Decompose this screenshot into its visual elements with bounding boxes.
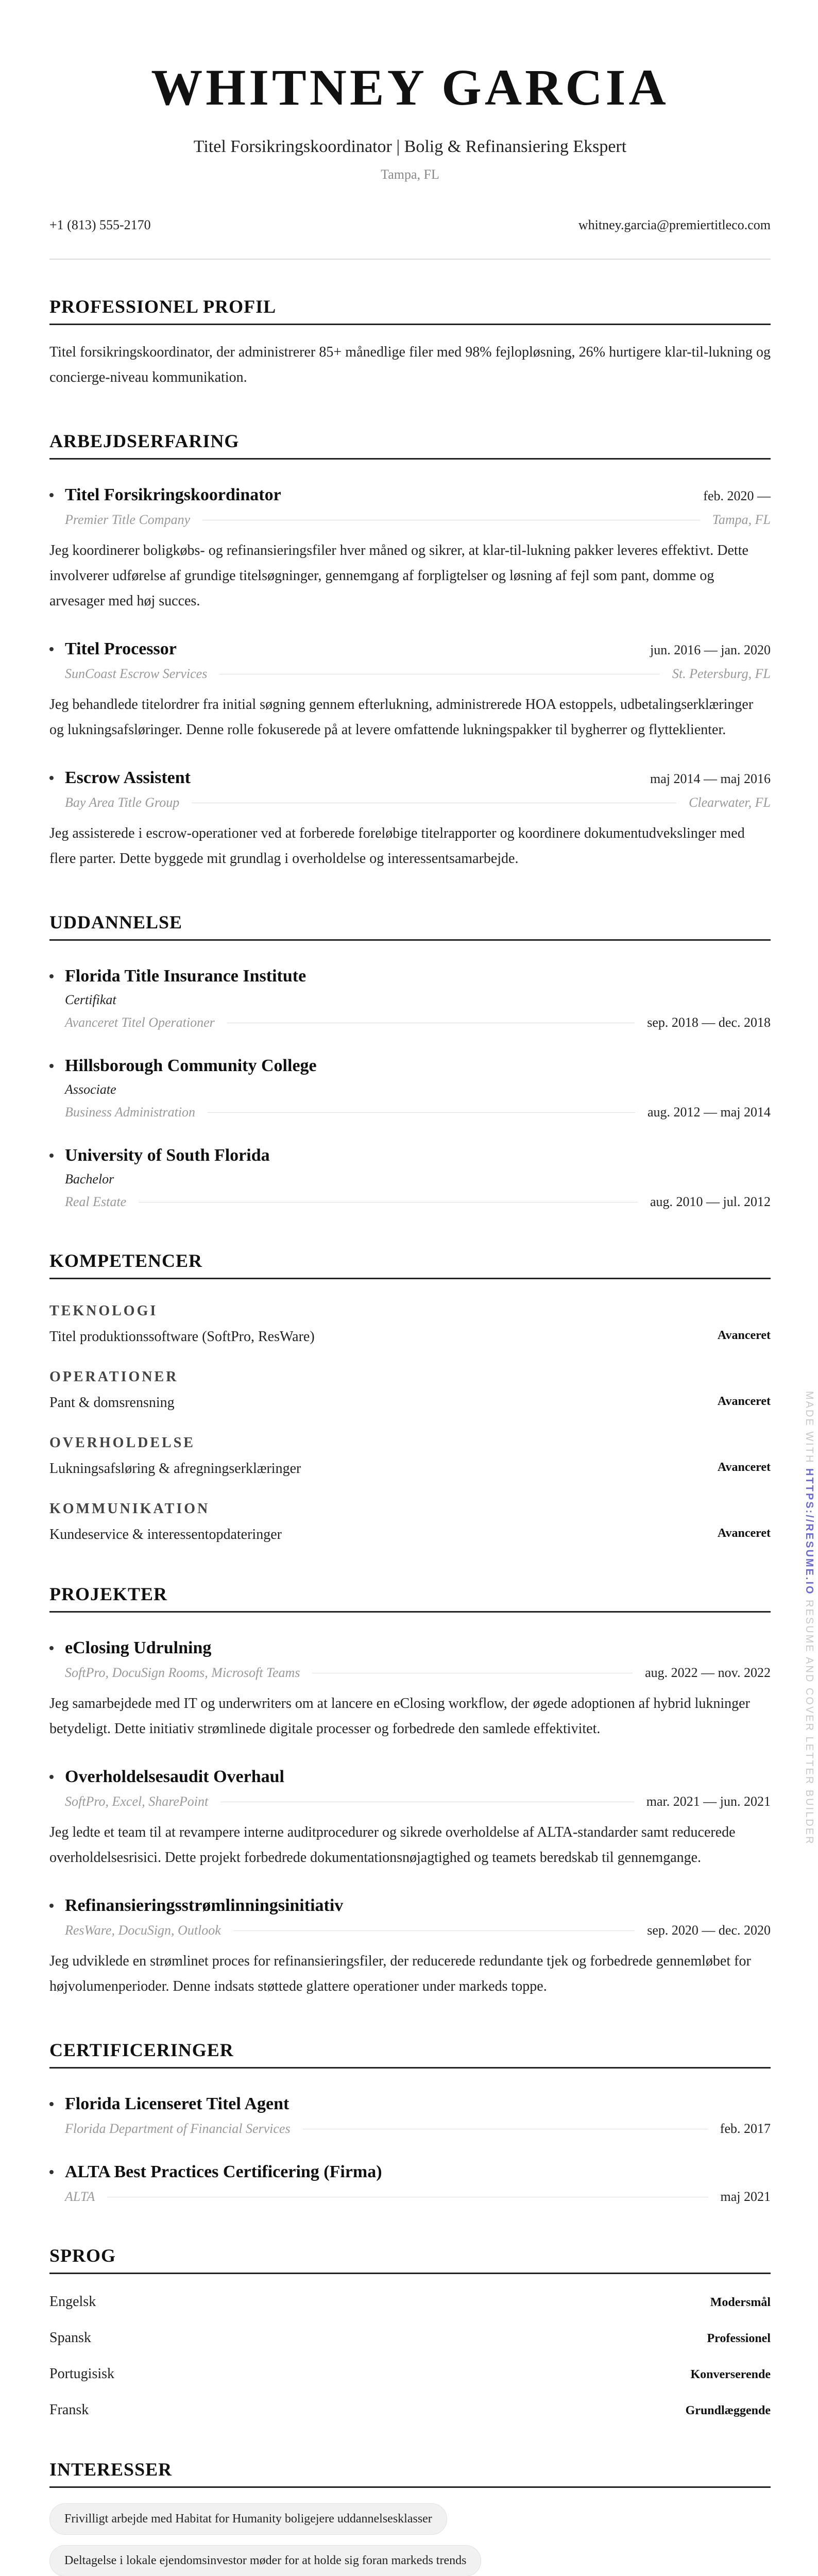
project-dates: aug. 2022 — nov. 2022 — [645, 1665, 771, 1680]
experience-entry — [49, 639, 771, 742]
skill-category-title: TEKNOLOGI — [49, 1303, 158, 1319]
education-dates: aug. 2012 — maj 2014 — [647, 1105, 771, 1120]
separator-line — [139, 1201, 638, 1202]
education-section — [49, 911, 771, 1210]
skill-name: Titel produktionssoftware (SoftPro, ResWare) — [49, 1329, 315, 1345]
projects-section — [49, 1583, 771, 1999]
certification-date: feb. 2017 — [720, 2121, 771, 2136]
job-company: SunCoast Escrow Services — [65, 666, 208, 681]
skill-category — [49, 1435, 771, 1477]
job-location: Tampa, FL — [712, 512, 771, 527]
project-tools: SoftPro, Excel, SharePoint — [65, 1794, 209, 1809]
experience-heading: ARBEJDSERFARING — [49, 430, 771, 460]
separator-line — [202, 519, 700, 520]
language-level: Modersmål — [710, 2296, 771, 2309]
project-title: Refinansieringsstrømlinningsinitiativ — [49, 1896, 343, 1916]
certification-date: maj 2021 — [720, 2189, 771, 2204]
degree: Certifikat — [65, 992, 116, 1007]
field-of-study: Business Administration — [65, 1105, 196, 1120]
job-dates: feb. 2020 — — [703, 488, 771, 503]
watermark-link[interactable]: HTTPS://RESUME.IO — [804, 1468, 815, 1596]
project-dates: mar. 2021 — jun. 2021 — [646, 1794, 771, 1809]
job-title: Titel Processor — [49, 639, 177, 659]
project-dates: sep. 2020 — dec. 2020 — [647, 1923, 771, 1938]
project-description: Jeg udviklede en strømlinet proces for refinansieringsfiler, der reducerede redundante tjek og forbedrede gennemløbet for højvolumenperioder. Denne indsats støttede glattere operationer under markeds toppe. — [49, 1953, 751, 1994]
certification-entry — [49, 2094, 771, 2137]
project-tools: ResWare, DocuSign, Outlook — [65, 1923, 221, 1938]
school-name: Florida Title Insurance Institute — [49, 967, 306, 986]
separator-line — [303, 2128, 708, 2129]
profile-text: Titel forsikringskoordinator, der administrerer 85+ månedlige filer med 98% fejlopløsning, 26% hurtigere klar-til-lukning og concierge-niveau kommunikation. — [49, 344, 771, 385]
job-dates: jun. 2016 — jan. 2020 — [650, 642, 771, 657]
project-entry — [49, 1896, 771, 1999]
field-of-study: Real Estate — [65, 1194, 127, 1209]
project-description: Jeg samarbejdede med IT og underwriters om at lancere en eClosing workflow, der øgede adoptionen af hybrid lukninger betydeligt. Dette initiativ strømlinede digitale processer og forbedrede den samlede effektivitet. — [49, 1696, 750, 1737]
language-name: Fransk — [49, 2402, 89, 2418]
skill-category-title: OPERATIONER — [49, 1369, 179, 1385]
language-level: Professionel — [707, 2332, 771, 2345]
skill-name: Kundeservice & interessentopdateringer — [49, 1527, 282, 1543]
project-tools: SoftPro, DocuSign Rooms, Microsoft Teams — [65, 1665, 300, 1680]
job-location: St. Petersburg, FL — [672, 666, 771, 681]
interests-section — [49, 2459, 771, 2576]
education-heading: UDDANNELSE — [49, 911, 771, 941]
certifications-heading: CERTIFICERINGER — [49, 2039, 771, 2069]
skills-heading: KOMPETENCER — [49, 1250, 771, 1279]
separator-line — [192, 802, 676, 803]
project-entry — [49, 1767, 771, 1870]
interest-chip: Frivilligt arbejde med Habitat for Humanity boligejere uddannelsesklasser — [49, 2503, 447, 2535]
skill-level: Avanceret — [717, 1461, 771, 1474]
watermark-prefix: MADE WITH — [804, 1391, 815, 1468]
job-description: Jeg behandlede titelordrer fra initial søgning gennem efterlukning, administrerede HOA estoppels, udbetalingserklæringer og lukningsafsløringer. Denne rolle fokuserede på at levere omfattende lukningspakker til bygherrer og flytteklienter. — [49, 697, 754, 738]
language-level: Konverserende — [690, 2368, 771, 2381]
degree: Associate — [65, 1082, 116, 1097]
language-level: Grundlæggende — [685, 2404, 771, 2417]
candidate-name: WHITNEY GARCIA — [151, 59, 669, 116]
language-row — [49, 2402, 771, 2418]
separator-line — [227, 1022, 635, 1023]
school-name: University of South Florida — [49, 1146, 270, 1165]
job-description: Jeg koordinerer boligkøbs- og refinansieringsfiler hver måned og sikrer, at klar-til-lukning pakker leveres effektivt. Dette involverer udførelse af grundige titelsøgninger, gennemgang af forpligtelser og løsning af fejl som pant, domme og arvesager med høj succes. — [49, 543, 748, 609]
separator-line — [208, 1112, 635, 1113]
project-description: Jeg ledte et team til at revampere interne auditprocedurer og sikrede overholdelse af ALTA-standarder samt reducerede overholdelsesrisici. Dette projekt forbedrede dokumentationsnøjagtighed og teamets beredskab til gennemgange. — [49, 1824, 736, 1866]
skill-level: Avanceret — [717, 1395, 771, 1408]
skill-category — [49, 1303, 771, 1345]
job-description: Jeg assisterede i escrow-operationer ved at forberede foreløbige titelrapporter og koordinere dokumentudvekslinger med flere parter. Dette byggede mit grundlag i overholdelse og interessentsamarbejde. — [49, 825, 745, 867]
certification-issuer: Florida Department of Financial Services — [65, 2121, 291, 2136]
projects-heading: PROJEKTER — [49, 1583, 771, 1613]
resume-page — [49, 0, 771, 2576]
separator-line — [220, 1801, 634, 1802]
project-title: Overholdelsesaudit Overhaul — [49, 1767, 284, 1787]
degree: Bachelor — [65, 1172, 114, 1187]
school-name: Hillsborough Community College — [49, 1056, 317, 1076]
separator-line — [107, 2196, 708, 2197]
skill-level: Avanceret — [717, 1527, 771, 1540]
job-title: Escrow Assistent — [49, 768, 191, 788]
separator-line — [219, 673, 660, 674]
skills-section — [49, 1250, 771, 1543]
contact-row — [49, 217, 771, 233]
job-company: Bay Area Title Group — [65, 795, 180, 810]
header-divider — [49, 259, 771, 260]
skill-category — [49, 1501, 771, 1543]
job-company: Premier Title Company — [65, 512, 191, 527]
experience-entry — [49, 768, 771, 871]
job-location: Clearwater, FL — [689, 795, 771, 810]
skill-category-title: KOMMUNIKATION — [49, 1501, 210, 1517]
watermark-suffix: RESUME AND COVER LETTER BUILDER — [804, 1595, 815, 1845]
job-dates: maj 2014 — maj 2016 — [650, 771, 771, 786]
phone-number[interactable]: +1 (813) 555-2170 — [49, 217, 151, 232]
language-name: Engelsk — [49, 2294, 96, 2310]
email-address[interactable]: whitney.garcia@premiertitleco.com — [578, 217, 771, 232]
experience-entry — [49, 485, 771, 614]
skill-name: Lukningsafsløring & afregningserklæringer — [49, 1461, 301, 1477]
language-row — [49, 2366, 771, 2382]
builder-watermark — [803, 1391, 815, 1845]
language-row — [49, 2330, 771, 2346]
skill-category — [49, 1369, 771, 1411]
education-dates: sep. 2018 — dec. 2018 — [647, 1015, 771, 1030]
profile-heading: PROFESSIONEL PROFIL — [49, 296, 771, 325]
interest-chip: Deltagelse i lokale ejendomsinvestor møder for at holde sig foran markeds trends — [49, 2545, 481, 2576]
project-entry — [49, 1638, 771, 1741]
skill-name: Pant & domsrensning — [49, 1395, 175, 1411]
interests-heading: INTERESSER — [49, 2459, 771, 2488]
experience-section — [49, 430, 771, 871]
languages-heading: SPROG — [49, 2245, 771, 2274]
languages-section — [49, 2245, 771, 2418]
language-name: Spansk — [49, 2330, 91, 2346]
certification-title: ALTA Best Practices Certificering (Firma) — [49, 2162, 382, 2182]
skill-level: Avanceret — [717, 1329, 771, 1342]
field-of-study: Avanceret Titel Operationer — [65, 1015, 215, 1030]
skill-category-title: OVERHOLDELSE — [49, 1435, 195, 1451]
education-dates: aug. 2010 — jul. 2012 — [650, 1194, 771, 1209]
certification-entry — [49, 2162, 771, 2205]
certifications-section — [49, 2039, 771, 2205]
language-name: Portugisisk — [49, 2366, 115, 2382]
language-row — [49, 2294, 771, 2310]
education-entry — [49, 1056, 771, 1120]
job-title: Titel Forsikringskoordinator — [49, 485, 281, 505]
profile-section — [49, 296, 771, 390]
certification-title: Florida Licenseret Titel Agent — [49, 2094, 289, 2114]
separator-line — [312, 1672, 633, 1673]
candidate-location: Tampa, FL — [381, 167, 439, 182]
separator-line — [233, 1930, 635, 1931]
education-entry — [49, 967, 771, 1030]
education-entry — [49, 1146, 771, 1210]
certification-issuer: ALTA — [65, 2189, 95, 2204]
candidate-title: Titel Forsikringskoordinator | Bolig & Refinansiering Ekspert — [193, 137, 627, 156]
interest-list — [49, 2503, 771, 2576]
project-title: eClosing Udrulning — [49, 1638, 211, 1658]
